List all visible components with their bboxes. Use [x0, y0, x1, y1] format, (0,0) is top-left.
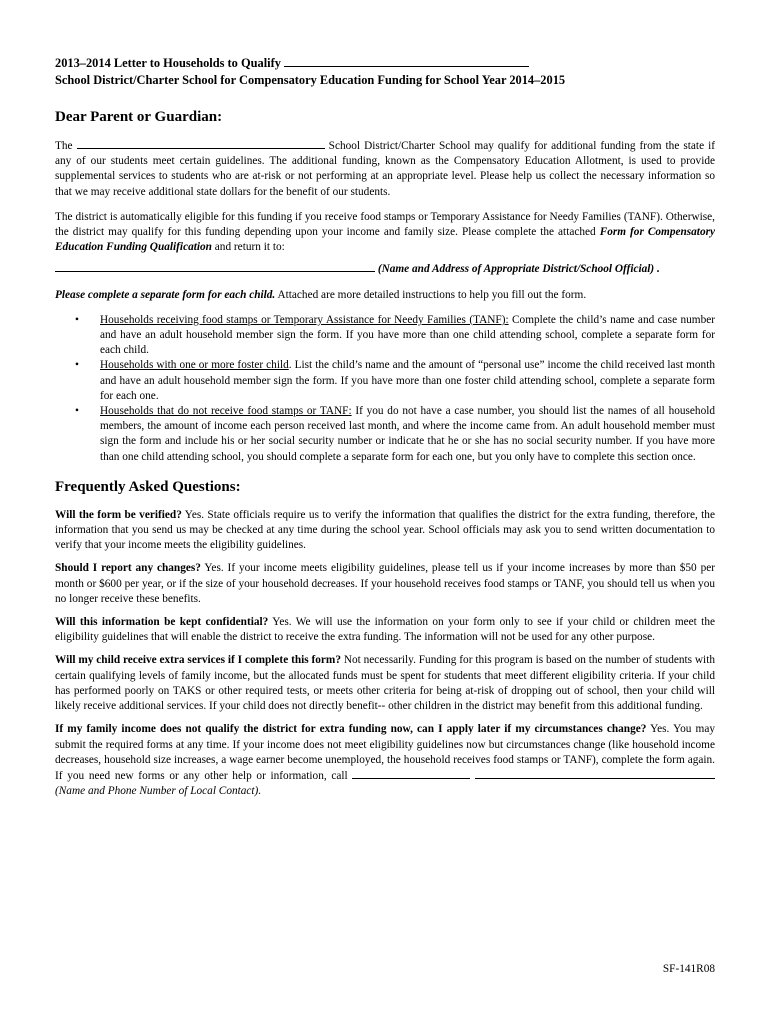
contact-phone-blank	[352, 768, 470, 779]
list-item: • Households with one or more foster child. List the child’s name and the amount of “personal use” income the child received last month and have an adult household member sign the form. If you have more than one foster child attending school, complete a separate form for each one.	[75, 359, 715, 402]
official-line: (Name and Address of Appropriate District/School Official) .	[55, 261, 715, 277]
contact-line: (Name and Phone Number of Local Contact).	[55, 785, 262, 798]
faq-item: Will the form be verified? Yes. State officials require us to verify the information that qualifies the district for the extra funding, therefore, the information that you send us may be checked at any time during the school year. School officials may ask you to send written documentation to verify that your income meets the eligibility guidelines.	[55, 508, 715, 552]
intro-paragraph: The School District/Charter School may qualify for additional funding from the state if any of our students meet certain guidelines. The additional funding, known as the Compensatory Education Allotment, is used to provide supplemental services to students who are at-risk or not performing at an appropriate level. Please help us collect the necessary information so that we may receive additional state dollars for the benefit of our students.	[55, 140, 716, 198]
faq-item: Will my child receive extra services if I complete this form? Not necessarily. Funding for this program is based on the number of students with certain qualifying levels of family income, but the allocated funds must be spent for students that meet different eligibility criteria. If your child has performed poorly on TAKS or other required tests, or meets other criteria for being at-risk of dropping out of school, then your child will likely receive additional services. If your child does not directly benefit-- other children in the district may benefit from this additional funding.	[55, 654, 715, 713]
header-line-1: 2013–2014 Letter to Households to Qualify	[55, 55, 715, 72]
bullet-icon: •	[75, 313, 79, 326]
bullet-icon: •	[75, 405, 79, 418]
faq-item: If my family income does not qualify the district for extra funding now, can I apply later if my circumstances change? Yes. You may submit the required forms at any time. If your income does not meet eligibility guidelines now but circumstances change (like household income decreases, household size increases, a wage earner become unemployed, the household receives food stamps or TANF), complete the form again. If you need new forms or any other help or information, call (Name and Phone Number of Local Contact).	[55, 723, 715, 798]
official-blank	[55, 261, 375, 272]
district-blank	[284, 56, 529, 67]
school-name-blank	[77, 138, 325, 149]
list-item: • Households that do not receive food stamps or TANF: If you do not have a case number, you should list the names of all household members, the amount of income each person received last month, and where the income came from. An adult household member must sign the form and include his or her social security number or indicate that he or she has no social security number. If you have more than one child attending school, you should complete a separate form for each one, but you only have to complete this section once.	[75, 405, 716, 463]
faq-heading: Frequently Asked Questions:	[55, 478, 241, 495]
instruction-list	[55, 313, 715, 465]
separate-form-note: Please complete a separate form for each child. Attached are more detailed instructions to help you fill out the form.	[55, 288, 587, 301]
list-item: • Households receiving food stamps or Temporary Assistance for Needy Families (TANF): Complete the child’s name and case number and have an adult household member sign the form. If you have more than one child attending school, complete a separate form for each child.	[75, 313, 715, 357]
bullet-icon: •	[75, 359, 79, 372]
header-line-2: School District/Charter School for Compensatory Education Funding for School Year 2014–2015	[55, 73, 566, 87]
faq-item: Should I report any changes? Yes. If your income meets eligibility guidelines, please tell us if your income increases by more than $50 per month or $600 per year, or if the size of your household decreases. If your household receives food stamps or TANF, you should tell us when you no longer receive these benefits.	[55, 562, 715, 605]
contact-name-blank	[475, 768, 715, 779]
eligibility-paragraph: The district is automatically eligible for this funding if you receive food stamps or Temporary Assistance for Needy Families (TANF). Otherwise, the district may qualify for this funding depending upon your income and family size. Please complete the attached Form for Compensatory Education Funding Qualification and return it to:	[55, 210, 716, 254]
salutation: Dear Parent or Guardian:	[55, 109, 223, 125]
form-name: Form for Compensatory Education Funding Qualification	[55, 226, 716, 254]
form-code: SF-141R08	[662, 963, 715, 975]
faq-item: Will this information be kept confidential? Yes. We will use the information on your form only to see if your child or children meet the eligibility guidelines that will enable the district to receive the extra funding. The information will not be used for any other purpose.	[55, 616, 715, 644]
letter-page	[55, 55, 715, 799]
